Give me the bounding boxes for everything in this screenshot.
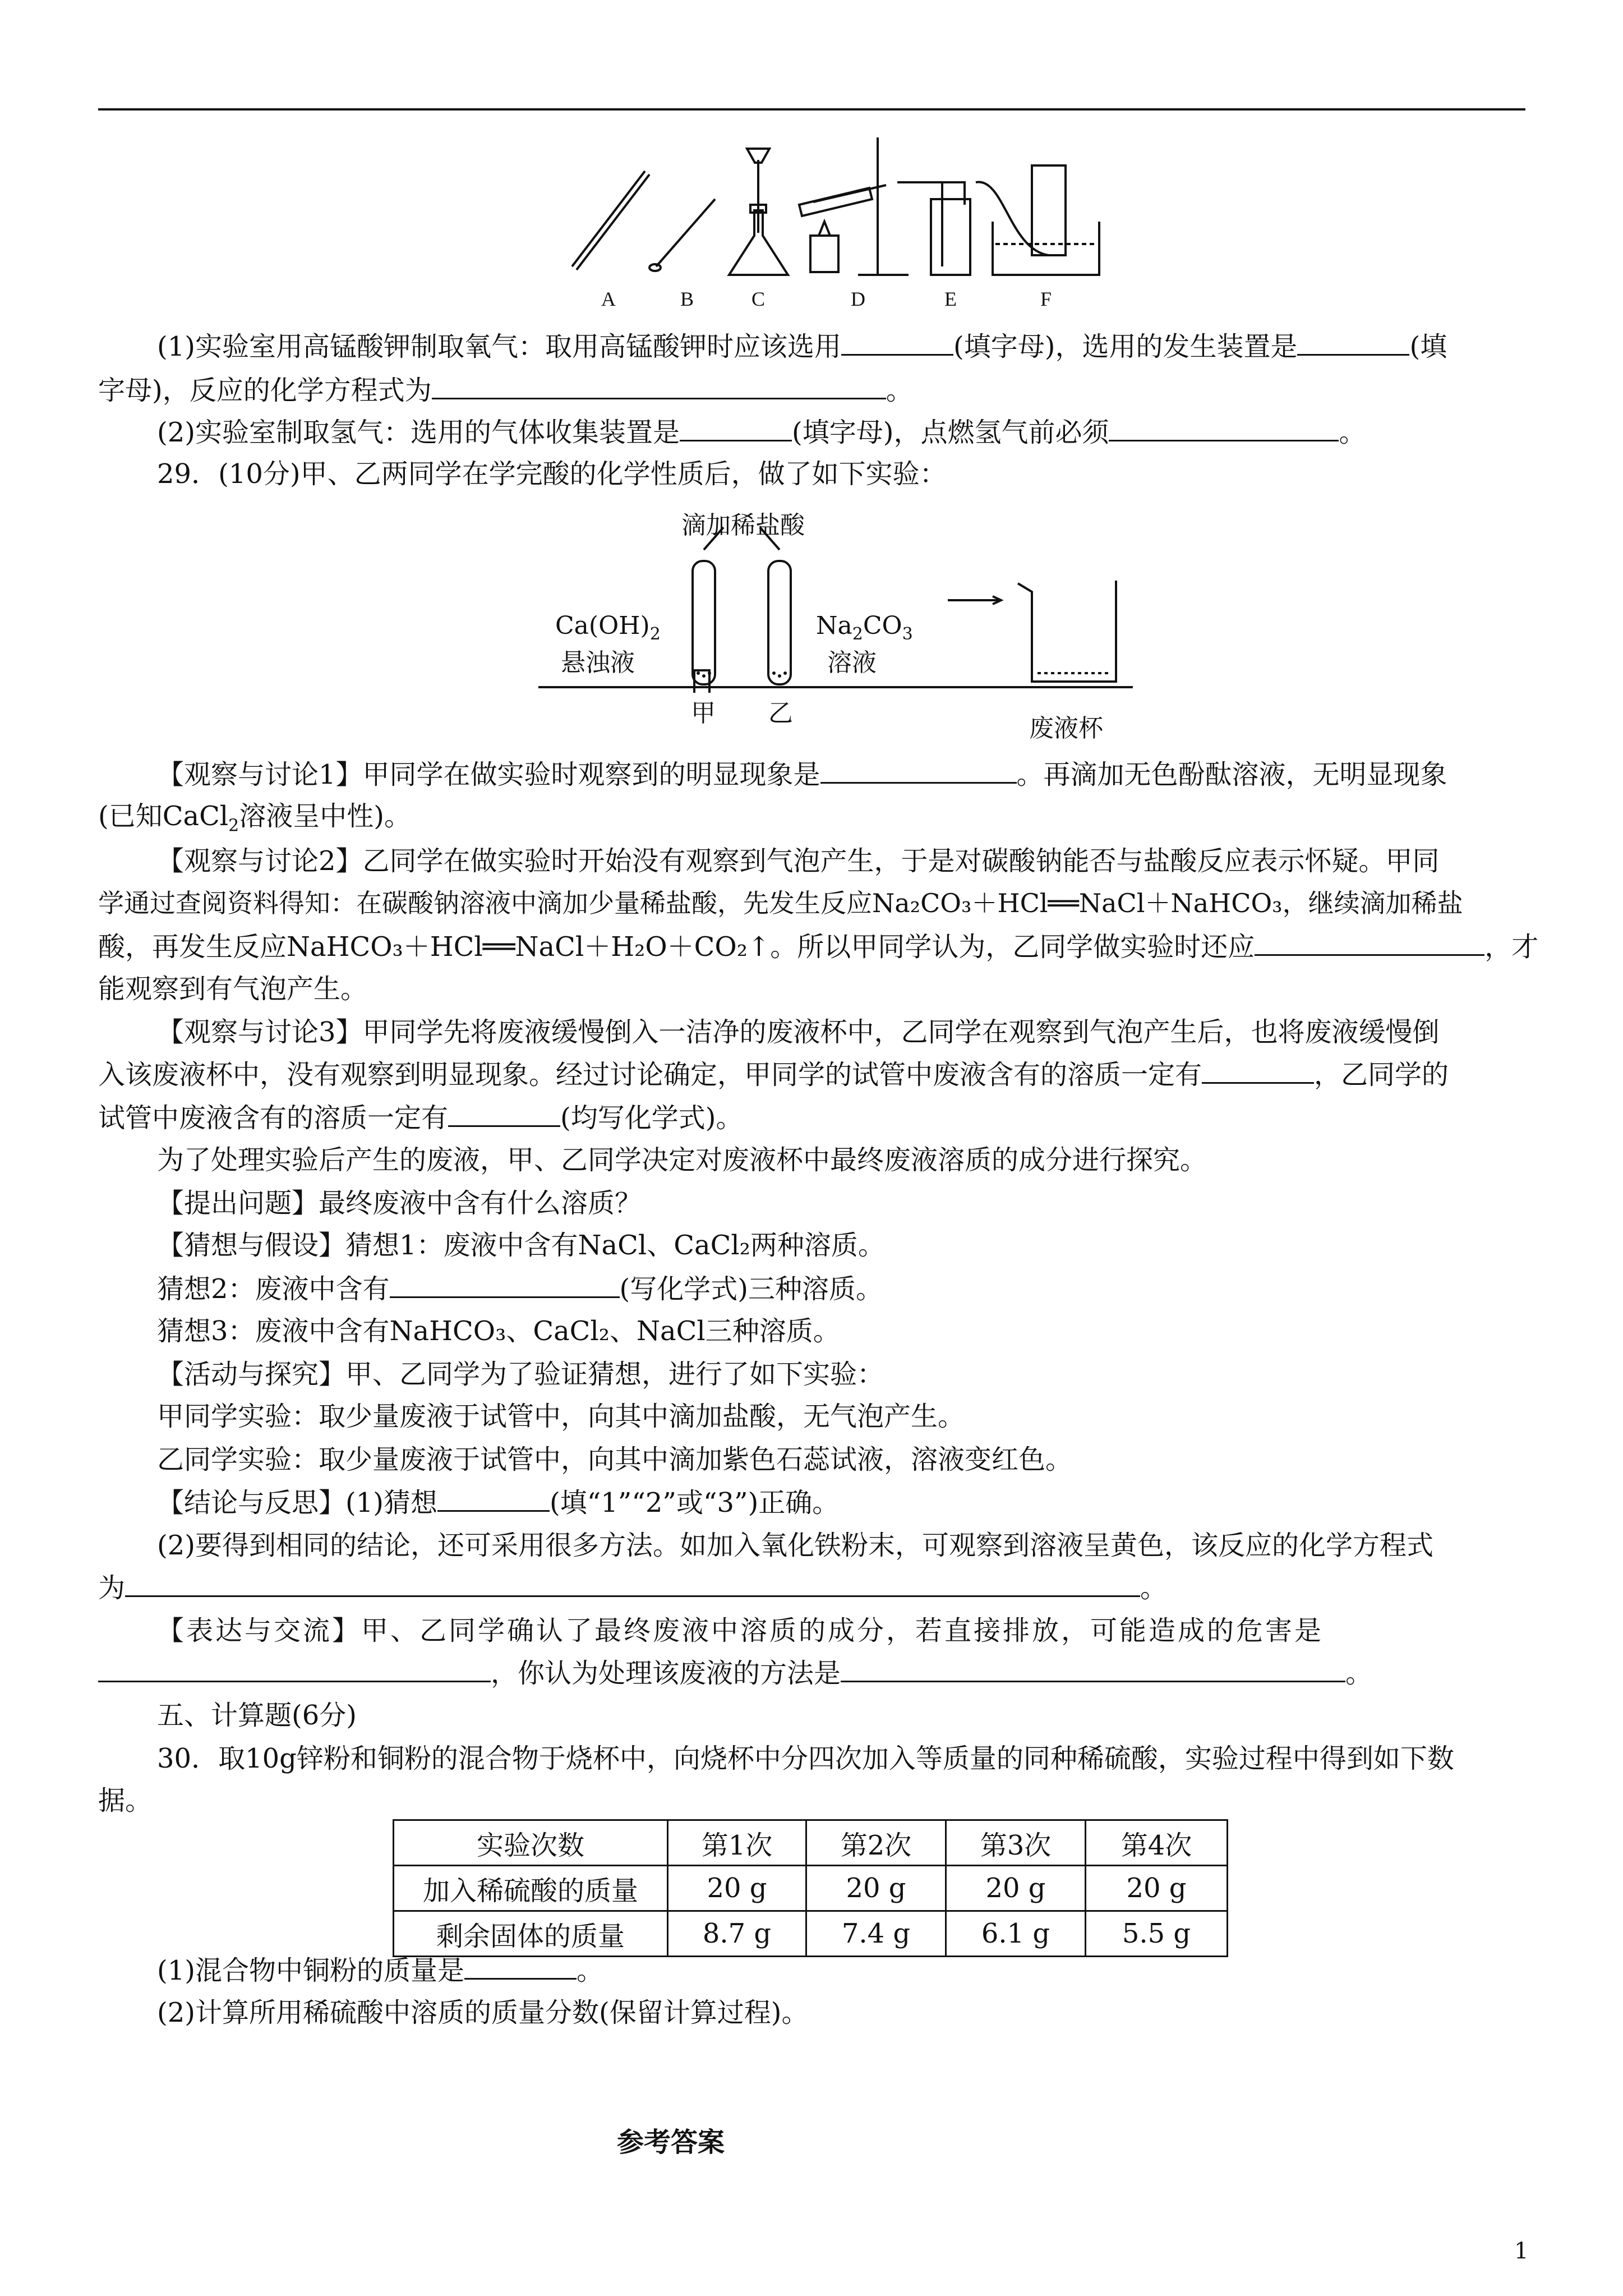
label-yi: 乙 bbox=[768, 699, 793, 728]
obs2-line4: 能观察到有气泡产生。 bbox=[98, 973, 368, 1005]
intro-line: 为了处理实验后产生的废液，甲、乙同学决定对废液杯中最终废液溶质的成分进行探究。 bbox=[157, 1144, 1207, 1176]
label-a: A bbox=[601, 288, 616, 310]
hyp3-line: 猜想3：废液中含有NaHCO₃、CaCl₂、NaCl三种溶质。 bbox=[157, 1315, 840, 1347]
table-cell: 7.4 g bbox=[806, 1911, 946, 1957]
blank[interactable] bbox=[98, 1656, 491, 1682]
trough-icon bbox=[993, 222, 1099, 275]
table-cell: 20 g bbox=[806, 1866, 946, 1911]
obs1-line1: 【观察与讨论1】甲同学在做实验时观察到的明显现象是 。再滴加无色酚酞溶液，无明显现象 bbox=[157, 757, 1525, 792]
blank[interactable] bbox=[1297, 329, 1409, 356]
blank[interactable] bbox=[448, 1101, 560, 1127]
obs3-line3: 试管中废液含有的溶质一定有 (均写化学式)。 bbox=[98, 1101, 1525, 1135]
expr-line1: 【表达与交流】甲、乙同学确认了最终废液中溶质的成分，若直接排放，可能造成的危害是 bbox=[157, 1615, 1324, 1646]
table-cell: 6.1 g bbox=[946, 1911, 1086, 1957]
concl2-line1: (2)要得到相同的结论，还可采用很多方法。如加入氧化铁粉末，可观察到溶液呈黄色，该反应的化学方程式 bbox=[157, 1530, 1433, 1561]
blank[interactable] bbox=[437, 1485, 550, 1512]
label-e: E bbox=[944, 288, 957, 310]
obs1-line2: (已知CaCl$_2$溶液呈中性)。 bbox=[98, 800, 411, 836]
table-row bbox=[394, 1866, 1228, 1911]
table-cell: 实验次数 bbox=[394, 1820, 668, 1866]
label-jia: 甲 bbox=[691, 699, 716, 728]
blank[interactable] bbox=[464, 1953, 577, 1980]
obs3-line2: 入该废液杯中，没有观察到明显现象。经过讨论确定，甲同学的试管中废液含有的溶质一定有 ，乙同学的 bbox=[98, 1057, 1525, 1092]
obs2-line2: 学通过查阅资料得知：在碳酸钠溶液中滴加少量稀盐酸，先发生反应Na₂CO₃＋HCl══NaCl＋NaHCO₃，继续滴加稀盐 bbox=[98, 888, 1463, 918]
table-header-row bbox=[394, 1820, 1228, 1866]
label-dropping-hcl: 滴加稀盐酸 bbox=[681, 511, 805, 540]
q28-line3: (2)实验室制取氢气：选用的气体收集装置是 (填字母)，点燃氢气前必须 。 bbox=[157, 415, 1525, 449]
label-solution: 溶液 bbox=[827, 648, 877, 677]
table-cell: 5.5 g bbox=[1086, 1911, 1228, 1957]
label-na2co3: $Na_2CO_3$ bbox=[816, 611, 913, 644]
q30-line1: 30．取10g锌粉和铜粉的混合物于烧杯中，向烧杯中分四次加入等质量的同种稀硫酸，实验过程中得到如下数 bbox=[157, 1743, 1454, 1774]
table-cell: 剩余固体的质量 bbox=[394, 1911, 668, 1957]
glass-rod-icon bbox=[572, 171, 645, 266]
q30-sub1: (1)混合物中铜粉的质量是 。 bbox=[157, 1953, 1525, 1987]
expr-line2: ，你认为处理该废液的方法是 。 bbox=[98, 1656, 1525, 1690]
blank[interactable] bbox=[125, 1571, 1140, 1597]
spoon-icon bbox=[656, 199, 715, 266]
exp1-line: 甲同学实验：取少量废液于试管中，向其中滴加盐酸，无气泡产生。 bbox=[157, 1401, 965, 1432]
table-cell: 第1次 bbox=[668, 1820, 806, 1866]
table-cell: 8.7 g bbox=[668, 1911, 806, 1957]
obs2-line1: 【观察与讨论2】乙同学在做实验时开始没有观察到气泡产生，于是对碳酸钠能否与盐酸反应表示怀疑。甲同 bbox=[157, 845, 1440, 877]
hyp2-line: 猜想2：废液中含有 (写化学式)三种溶质。 bbox=[157, 1272, 1525, 1306]
table-cell: 加入稀硫酸的质量 bbox=[394, 1866, 668, 1911]
gas-bottle-icon bbox=[931, 199, 970, 275]
label-f: F bbox=[1040, 288, 1052, 310]
table-cell: 第3次 bbox=[946, 1820, 1086, 1866]
blank[interactable] bbox=[680, 415, 792, 441]
table-cell: 20 g bbox=[946, 1866, 1086, 1911]
blank[interactable] bbox=[1255, 930, 1484, 956]
table-cell: 20 g bbox=[1086, 1866, 1228, 1911]
hyp1-line: 【猜想与假设】猜想1：废液中含有NaCl、CaCl₂两种溶质。 bbox=[157, 1230, 885, 1261]
label-waste-beaker: 废液杯 bbox=[1029, 714, 1103, 743]
act-line: 【活动与探究】甲、乙同学为了验证猜想，进行了如下实验： bbox=[157, 1359, 884, 1390]
table-cell: 第4次 bbox=[1086, 1820, 1228, 1866]
concl2-line2: 为 。 bbox=[98, 1571, 1525, 1605]
q28-line1: (1)实验室用高锰酸钾制取氧气：取用高锰酸钾时应该选用 (填字母)，选用的发生装置是 (填 bbox=[157, 329, 1525, 364]
exp2-line: 乙同学实验：取少量废液于试管中，向其中滴加紫色石蕊试液，溶液变红色。 bbox=[157, 1444, 1073, 1475]
test-tube-yi-icon bbox=[768, 561, 791, 684]
obs2-line3: 酸，再发生反应NaHCO₃＋HCl══NaCl＋H₂O＋CO₂↑。所以甲同学认为，乙同学做实验时还应 ，才 bbox=[98, 930, 1525, 964]
blank[interactable] bbox=[432, 373, 886, 399]
experiment-table bbox=[393, 1819, 1228, 1957]
concl1-line: 【结论与反思】(1)猜想 (填“1”“2”或“3”)正确。 bbox=[157, 1485, 1525, 1520]
beaker-icon bbox=[1018, 581, 1116, 682]
label-caoh2: $Ca(OH)_2$ bbox=[555, 611, 661, 644]
table-cell: 第2次 bbox=[806, 1820, 946, 1866]
apparatus-figure bbox=[561, 137, 1122, 317]
obs3-line1: 【观察与讨论3】甲同学先将废液缓慢倒入一洁净的废液杯中，乙同学在观察到气泡产生后，也将废液缓慢倒 bbox=[157, 1016, 1440, 1048]
header-rule bbox=[98, 108, 1525, 111]
blank[interactable] bbox=[841, 329, 953, 356]
blank[interactable] bbox=[820, 757, 1017, 784]
label-b: B bbox=[680, 288, 694, 310]
q30-line2: 据。 bbox=[98, 1785, 153, 1816]
answers-title: 参考答案 bbox=[617, 2127, 725, 2158]
page-number: 1 bbox=[1514, 2238, 1529, 2264]
q30-sub2: (2)计算所用稀硫酸中溶质的质量分数(保留计算过程)。 bbox=[157, 1997, 809, 2028]
question-line: 【提出问题】最终废液中含有什么溶质？ bbox=[157, 1188, 642, 1219]
blank[interactable] bbox=[841, 1656, 1345, 1682]
table-cell: 20 g bbox=[668, 1866, 806, 1911]
label-suspension: 悬浊液 bbox=[561, 648, 635, 677]
q29-title: 29．(10分)甲、乙两同学在学完酸的化学性质后，做了如下实验： bbox=[157, 458, 947, 490]
section-5-title: 五、计算题(6分) bbox=[157, 1700, 357, 1731]
q28-line2: 字母)，反应的化学方程式为 。 bbox=[98, 373, 1525, 407]
label-c: C bbox=[751, 288, 766, 310]
table-row bbox=[394, 1911, 1228, 1957]
test-tube-jia-icon bbox=[693, 561, 715, 684]
blank[interactable] bbox=[390, 1272, 620, 1298]
blank[interactable] bbox=[1202, 1057, 1314, 1084]
label-d: D bbox=[851, 288, 865, 310]
blank[interactable] bbox=[1109, 415, 1339, 441]
alcohol-lamp-icon bbox=[810, 236, 838, 272]
